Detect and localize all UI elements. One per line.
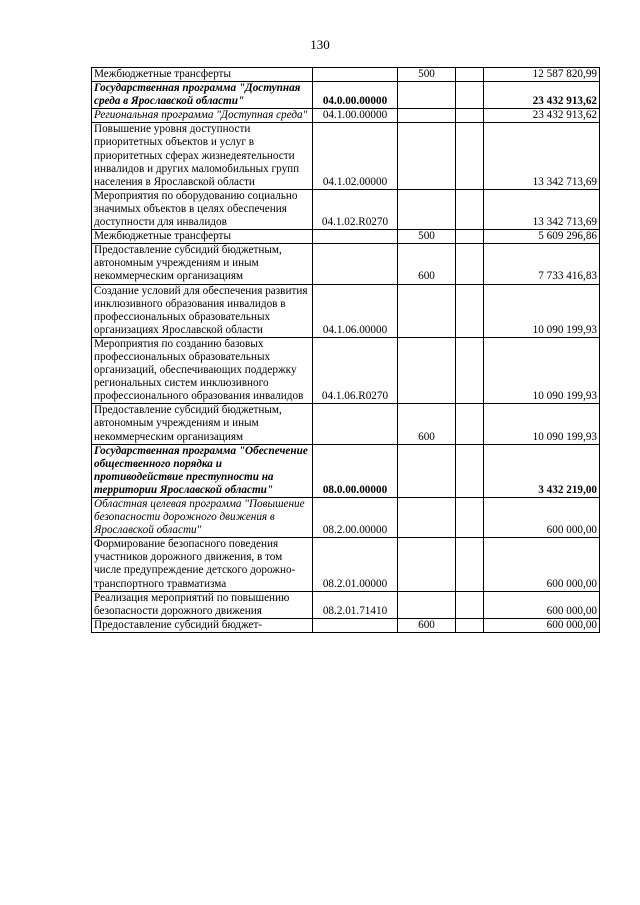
expense-type-cell [398,444,456,497]
expense-type-cell: 500 [398,230,456,244]
target-article-code-cell [313,68,398,82]
target-article-code-cell: 08.0.00.00000 [313,444,398,497]
amount-cell: 13 342 713,69 [484,123,600,189]
spare-column-cell [456,444,484,497]
amount-cell: 10 090 199,93 [484,284,600,337]
amount-cell: 10 090 199,93 [484,337,600,403]
spare-column-cell [456,618,484,632]
amount-cell: 12 587 820,99 [484,68,600,82]
amount-cell: 13 342 713,69 [484,189,600,229]
table-row [92,404,600,444]
target-article-code-cell: 04.1.06.00000 [313,284,398,337]
expense-type-cell [398,189,456,229]
expense-name-cell: Предоставление субсидий бюджетным, автономным учреждениям и иным некоммерческим организациям [92,244,313,284]
expense-type-cell [398,109,456,123]
spare-column-cell [456,284,484,337]
expense-name-cell: Предоставление субсидий бюджетным, автономным учреждениям и иным некоммерческим организациям [92,404,313,444]
budget-table-body [92,68,600,633]
amount-cell: 600 000,00 [484,618,600,632]
target-article-code-cell [313,244,398,284]
expense-name-cell: Региональная программа "Доступная среда" [92,109,313,123]
spare-column-cell [456,123,484,189]
table-row [92,444,600,497]
expense-type-cell [398,284,456,337]
amount-cell: 3 432 219,00 [484,444,600,497]
target-article-code-cell: 08.2.00.00000 [313,498,398,538]
amount-cell: 600 000,00 [484,498,600,538]
target-article-code-cell: 04.1.02.00000 [313,123,398,189]
expense-type-cell [398,538,456,591]
target-article-code-cell: 04.1.02.R0270 [313,189,398,229]
table-row [92,109,600,123]
spare-column-cell [456,189,484,229]
target-article-code-cell: 08.2.01.71410 [313,591,398,618]
spare-column-cell [456,244,484,284]
expense-name-cell: Межбюджетные трансферты [92,68,313,82]
amount-cell: 7 733 416,83 [484,244,600,284]
spare-column-cell [456,230,484,244]
expense-name-cell: Областная целевая программа "Повышение безопасности дорожного движения в Ярославской области" [92,498,313,538]
expense-name-cell: Формирование безопасного поведения участников дорожного движения, в том числе предупреждение детского дорожно-транспортного травматизма [92,538,313,591]
expense-name-cell: Реализация мероприятий по повышению безопасности дорожного движения [92,591,313,618]
amount-cell: 10 090 199,93 [484,404,600,444]
amount-cell: 23 432 913,62 [484,82,600,109]
table-row [92,591,600,618]
expense-type-cell: 600 [398,244,456,284]
spare-column-cell [456,538,484,591]
expense-type-cell: 500 [398,68,456,82]
spare-column-cell [456,82,484,109]
spare-column-cell [456,68,484,82]
table-row [92,230,600,244]
expense-type-cell [398,498,456,538]
table-row [92,82,600,109]
table-row [92,498,600,538]
table-row [92,284,600,337]
amount-cell: 23 432 913,62 [484,109,600,123]
expense-name-cell: Повышение уровня доступности приоритетных объектов и услуг в приоритетных сферах жизнедеятельности инвалидов и других маломобильных групп населения в Ярославской области [92,123,313,189]
amount-cell: 600 000,00 [484,538,600,591]
table-row [92,68,600,82]
amount-cell: 600 000,00 [484,591,600,618]
expense-name-cell: Мероприятия по созданию базовых профессиональных образовательных организаций, обеспечивающих поддержку региональных систем инклюзивного профессионального образования инвалидов [92,337,313,403]
target-article-code-cell [313,618,398,632]
table-row [92,337,600,403]
expense-type-cell [398,82,456,109]
spare-column-cell [456,498,484,538]
expense-type-cell [398,337,456,403]
expense-name-cell: Межбюджетные трансферты [92,230,313,244]
expense-type-cell: 600 [398,404,456,444]
expense-name-cell: Предоставление субсидий бюджет- [92,618,313,632]
target-article-code-cell [313,230,398,244]
table-row [92,538,600,591]
expense-type-cell [398,591,456,618]
budget-table [91,67,600,633]
target-article-code-cell [313,404,398,444]
target-article-code-cell: 04.1.06.R0270 [313,337,398,403]
table-row [92,244,600,284]
table-row [92,189,600,229]
expense-type-cell: 600 [398,618,456,632]
target-article-code-cell: 04.1.00.00000 [313,109,398,123]
target-article-code-cell: 04.0.00.00000 [313,82,398,109]
spare-column-cell [456,591,484,618]
expense-name-cell: Государственная программа "Обеспечение общественного порядка и противодействие преступности на территории Ярославской области" [92,444,313,497]
amount-cell: 5 609 296,86 [484,230,600,244]
page-number: 130 [310,37,330,52]
spare-column-cell [456,337,484,403]
table-row [92,618,600,632]
spare-column-cell [456,404,484,444]
expense-name-cell: Государственная программа "Доступная среда в Ярославской области" [92,82,313,109]
target-article-code-cell: 08.2.01.00000 [313,538,398,591]
expense-type-cell [398,123,456,189]
table-row [92,123,600,189]
expense-name-cell: Создание условий для обеспечения развития инклюзивного образования инвалидов в профессиональных образовательных организациях Ярославской области [92,284,313,337]
spare-column-cell [456,109,484,123]
expense-name-cell: Мероприятия по оборудованию социально значимых объектов в целях обеспечения доступности для инвалидов [92,189,313,229]
